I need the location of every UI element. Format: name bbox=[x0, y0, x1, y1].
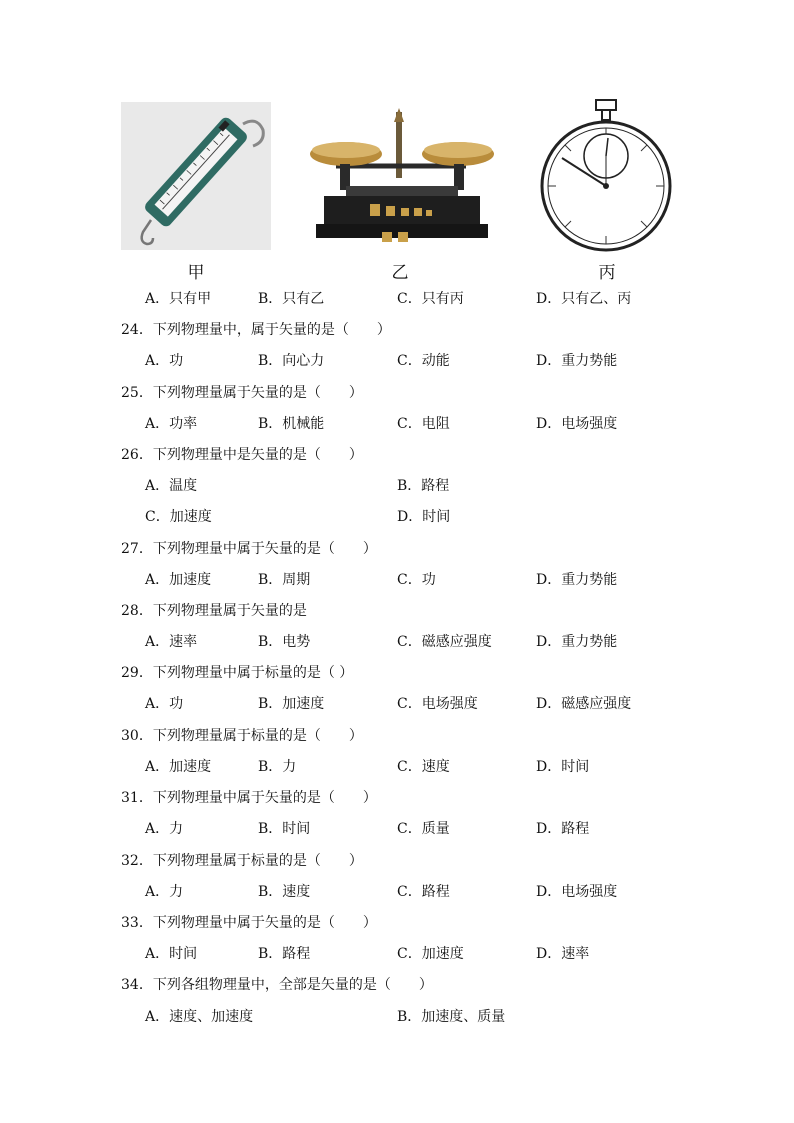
option-c: C．电场强度 bbox=[397, 696, 478, 712]
question-stem: 24．下列物理量中，属于矢量的是（ ） bbox=[121, 322, 391, 338]
option-c: C．加速度 bbox=[145, 509, 212, 525]
option-a: A．时间 bbox=[145, 946, 198, 962]
question-stem: 32．下列物理量属于标量的是（ ） bbox=[121, 853, 363, 869]
question-stem: 26．下列物理量中是矢量的是（ ） bbox=[121, 447, 363, 463]
option-d: D．重力势能 bbox=[536, 634, 618, 650]
option-c: C．加速度 bbox=[397, 946, 464, 962]
stopwatch-image bbox=[538, 98, 674, 254]
option-c: C．电阻 bbox=[397, 416, 450, 432]
option-b: B．电势 bbox=[258, 634, 311, 650]
q23-option-d: D．只有乙、丙 bbox=[536, 291, 632, 307]
option-b: B．时间 bbox=[258, 821, 311, 837]
option-b: B．加速度、质量 bbox=[397, 1009, 506, 1025]
option-d: D．重力势能 bbox=[536, 572, 618, 588]
option-c: C．路程 bbox=[397, 884, 450, 900]
option-c: C．磁感应强度 bbox=[397, 634, 492, 650]
option-b: B．周期 bbox=[258, 572, 311, 588]
option-d: D．路程 bbox=[536, 821, 590, 837]
question-stem: 31．下列物理量中属于矢量的是（ ） bbox=[121, 790, 377, 806]
option-b: B．路程 bbox=[397, 478, 450, 494]
option-c: C．速度 bbox=[397, 759, 450, 775]
option-d: D．磁感应强度 bbox=[536, 696, 632, 712]
option-c: C．功 bbox=[397, 572, 436, 588]
caption-bing: 丙 bbox=[598, 263, 616, 283]
option-a: A．力 bbox=[145, 884, 184, 900]
option-b: B．加速度 bbox=[258, 696, 325, 712]
option-d: D．重力势能 bbox=[536, 353, 618, 369]
balance-scale-image bbox=[306, 108, 502, 242]
q23-option-c: C．只有丙 bbox=[397, 291, 464, 307]
question-stem: 33．下列物理量中属于矢量的是（ ） bbox=[121, 915, 377, 931]
option-a: A．力 bbox=[145, 821, 184, 837]
option-c: C．质量 bbox=[397, 821, 450, 837]
caption-jia: 甲 bbox=[187, 263, 205, 283]
spring-scale-image bbox=[121, 102, 271, 250]
option-d: D．时间 bbox=[536, 759, 590, 775]
option-d: D．电场强度 bbox=[536, 884, 618, 900]
option-d: D．电场强度 bbox=[536, 416, 618, 432]
option-c: C．动能 bbox=[397, 353, 450, 369]
option-b: B．机械能 bbox=[258, 416, 325, 432]
option-d: D．速率 bbox=[536, 946, 590, 962]
option-a: A．功 bbox=[145, 353, 184, 369]
option-a: A．加速度 bbox=[145, 759, 212, 775]
option-b: B．速度 bbox=[258, 884, 311, 900]
option-b: B．路程 bbox=[258, 946, 311, 962]
option-d: D．时间 bbox=[397, 509, 451, 525]
q23-option-b: B．只有乙 bbox=[258, 291, 325, 307]
option-b: B．力 bbox=[258, 759, 297, 775]
q23-option-a: A．只有甲 bbox=[145, 291, 212, 307]
question-stem: 27．下列物理量中属于矢量的是（ ） bbox=[121, 541, 377, 557]
question-stem: 25．下列物理量属于矢量的是（ ） bbox=[121, 385, 363, 401]
question-stem: 30．下列物理量属于标量的是（ ） bbox=[121, 728, 363, 744]
option-a: A．功 bbox=[145, 696, 184, 712]
question-stem: 29．下列物理量中属于标量的是（ ） bbox=[121, 665, 354, 681]
question-stem: 28．下列物理量属于矢量的是 bbox=[121, 603, 307, 619]
option-a: A．温度 bbox=[145, 478, 198, 494]
question-stem: 34．下列各组物理量中，全部是矢量的是（ ） bbox=[121, 977, 433, 993]
option-a: A．加速度 bbox=[145, 572, 212, 588]
caption-yi: 乙 bbox=[391, 263, 409, 283]
option-a: A．功率 bbox=[145, 416, 198, 432]
option-a: A．速率 bbox=[145, 634, 198, 650]
option-a: A．速度、加速度 bbox=[145, 1009, 254, 1025]
option-b: B．向心力 bbox=[258, 353, 325, 369]
